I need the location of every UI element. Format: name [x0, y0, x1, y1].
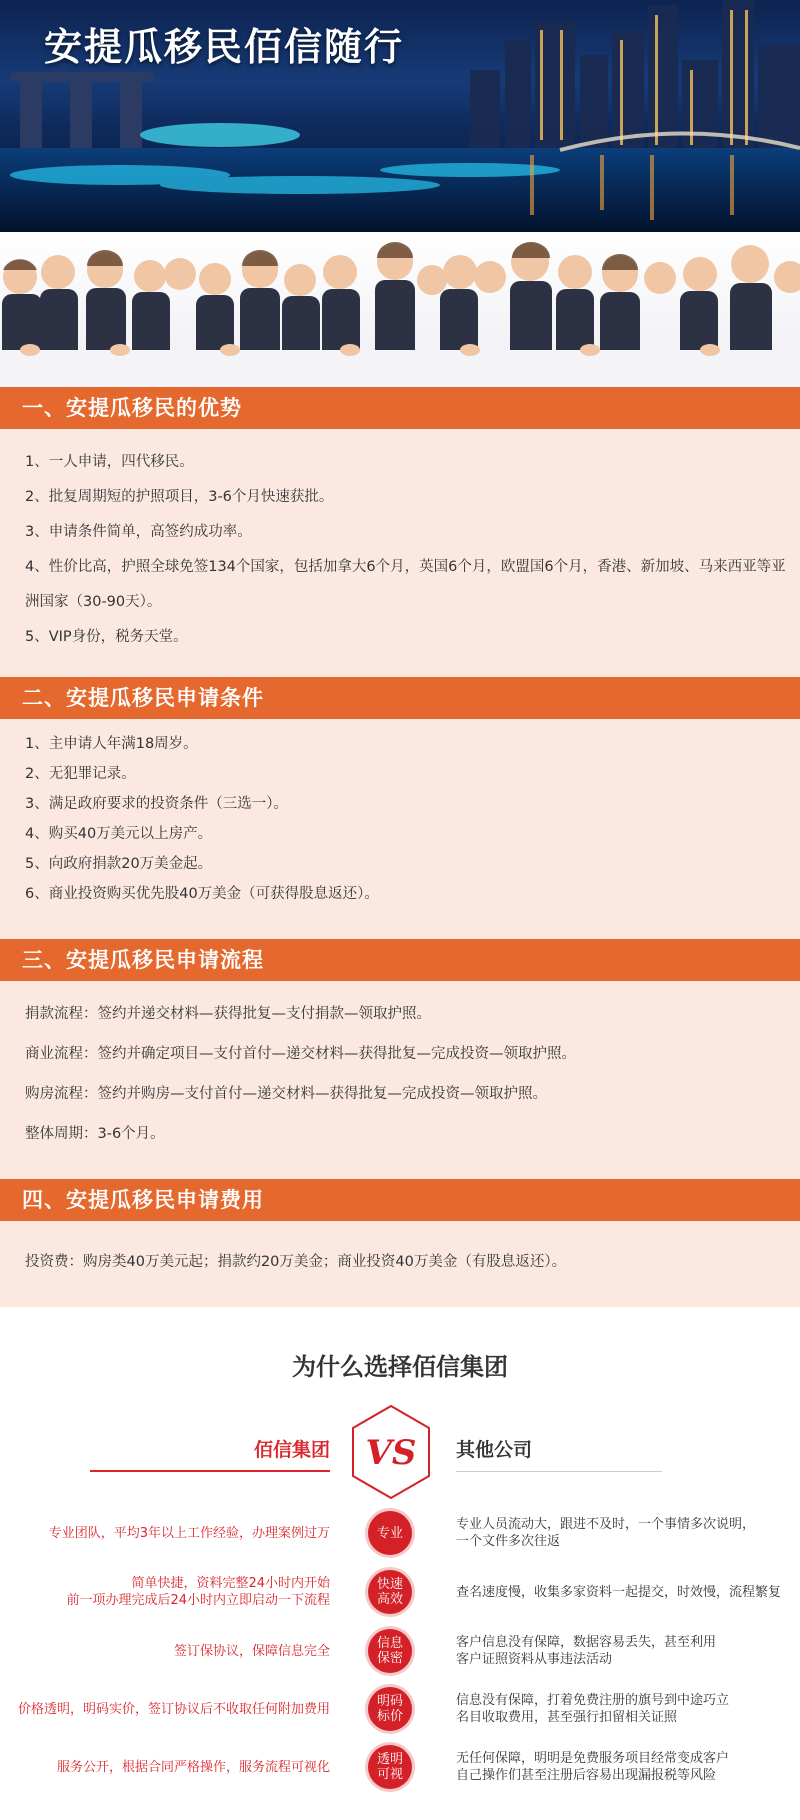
list-item: 2、批复周期短的护照项目，3-6个月快速获批。: [25, 489, 334, 505]
list-item: 捐款流程：签约并递交材料—获得批复—支付捐款—领取护照。: [25, 1006, 431, 1022]
comparison-row: [0, 1739, 800, 1795]
comparison-row: [0, 1564, 800, 1620]
list-item: 4、购买40万美元以上房产。: [25, 826, 213, 842]
list-item: 6、商业投资购买优先股40万美金（可获得股息返还）。: [25, 886, 379, 902]
badge-text: 透明: [376, 1752, 403, 1767]
weakness-text: 信息没有保障，打着免费注册的旗号到中途巧立: [456, 1693, 730, 1708]
advantage-text: 专业团队，平均3年以上工作经验，办理案例过万: [48, 1525, 330, 1541]
weakness-text: 客户信息没有保障，数据容易丢失，甚至利用: [456, 1635, 717, 1650]
feature-badge: [368, 1687, 412, 1731]
our-advantage: [0, 1623, 330, 1679]
list-item: 2、无犯罪记录。: [25, 766, 136, 782]
banner-title: 安提瓜移民佰信随行: [44, 24, 405, 69]
section-body: [0, 981, 800, 1154]
our-advantage: [0, 1564, 330, 1620]
advantages-section: [0, 387, 800, 677]
competitor-weakness: [456, 1739, 796, 1795]
divider: [456, 1471, 662, 1472]
comparison-title: 为什么选择佰信集团: [292, 1353, 508, 1381]
comparison-row: [0, 1623, 800, 1679]
process-section: [0, 939, 800, 1179]
badge-text: 信息: [376, 1636, 403, 1651]
advantage-text: 签订保协议，保障信息完全: [173, 1643, 330, 1659]
list-item: 5、向政府捐款20万美金起。: [25, 856, 213, 872]
competitor-weakness: [456, 1681, 796, 1737]
hero-banner: [0, 0, 800, 232]
advantage-text: 简单快捷，资料完整24小时内开始: [131, 1576, 330, 1591]
weakness-text: 无任何保障，明明是免费服务项目经常变成客户: [456, 1751, 730, 1766]
weakness-text: 查名速度慢，收集多家资料一起提交，时效慢，流程繁复: [456, 1584, 782, 1600]
section-body: [0, 1221, 800, 1277]
weakness-text: 一个文件多次往返: [456, 1534, 561, 1549]
section-title: 三、安提瓜移民申请流程: [0, 939, 800, 981]
competitor-weakness: [456, 1505, 796, 1561]
badge-text: 高效: [376, 1592, 403, 1607]
list-item: 购房流程：签约并购房—支付首付—递交材料—获得批复—完成投资—领取护照。: [25, 1086, 547, 1102]
advantage-text: 前一项办理完成后24小时内立即启动一下流程: [66, 1593, 330, 1608]
list-item: 1、主申请人年满18周岁。: [25, 736, 198, 752]
feature-badge: [368, 1570, 412, 1614]
list-item: 3、申请条件简单，高签约成功率。: [25, 524, 252, 540]
section-body: [0, 429, 800, 655]
comparison-row: [0, 1505, 800, 1561]
weakness-text: 客户证照资料从事违法活动: [456, 1652, 613, 1667]
badge-text: 专业: [376, 1525, 403, 1541]
feature-badge: [368, 1511, 412, 1555]
badge-text: 保密: [376, 1651, 403, 1666]
our-advantage: [0, 1739, 330, 1795]
right-brand-label: 其他公司: [456, 1439, 533, 1461]
list-item: 商业流程：签约并确定项目—支付首付—递交材料—获得批复—完成投资—领取护照。: [25, 1046, 576, 1062]
section-body: [0, 719, 800, 909]
advantage-text: 价格透明，明码实价，签订协议后不收取任何附加费用: [17, 1701, 330, 1717]
list-item: 整体周期：3-6个月。: [25, 1126, 165, 1142]
section-title: 二、安提瓜移民申请条件: [0, 677, 800, 719]
competitor-weakness: [456, 1623, 796, 1679]
badge-text: 可视: [376, 1767, 403, 1782]
weakness-text: 名目收取费用，甚至强行扣留相关证照: [456, 1710, 678, 1725]
list-item: 3、满足政府要求的投资条件（三选一）。: [25, 796, 288, 812]
advantage-text: 服务公开，根据合同严格操作，服务流程可视化: [56, 1759, 330, 1775]
svg-text:VS: VS: [365, 1433, 417, 1473]
feature-badge: [368, 1629, 412, 1673]
list-item: 4、性价比高，护照全球免签134个国家，包括加拿大6个月，英国6个月，欧盟国6个月，香港、新加坡、马来西亚等亚洲国家（30-90天）。: [25, 559, 786, 610]
feature-badge: [368, 1745, 412, 1789]
badge-text: 快速: [376, 1577, 403, 1592]
section-title: 一、安提瓜移民的优势: [0, 387, 800, 429]
competitor-weakness: [456, 1564, 796, 1620]
weakness-text: 自己操作们甚至注册后容易出现漏报税等风险: [456, 1768, 717, 1783]
left-brand-label: 佰信集团: [253, 1439, 330, 1461]
requirements-section: [0, 677, 800, 939]
badge-text: 标价: [376, 1709, 403, 1724]
list-item: 5、VIP身份，税务天堂。: [25, 629, 188, 645]
comparison-section: [0, 1307, 800, 1820]
divider: [90, 1470, 330, 1472]
fees-section: [0, 1179, 800, 1307]
comparison-row: [0, 1681, 800, 1737]
list-item: 1、一人申请，四代移民。: [25, 454, 194, 470]
business-people-illustration: [0, 232, 800, 387]
section-title: 四、安提瓜移民申请费用: [0, 1179, 800, 1221]
our-advantage: [0, 1505, 330, 1561]
weakness-text: 专业人员流动大，跟进不及时，一个事情多次说明，: [456, 1517, 756, 1532]
vs-icon: [350, 1404, 432, 1500]
our-advantage: [0, 1681, 330, 1737]
badge-text: 明码: [376, 1694, 403, 1709]
list-item: 投资费：购房类40万美元起；捐款约20万美金；商业投资40万美金（有股息返还）。: [25, 1254, 567, 1270]
